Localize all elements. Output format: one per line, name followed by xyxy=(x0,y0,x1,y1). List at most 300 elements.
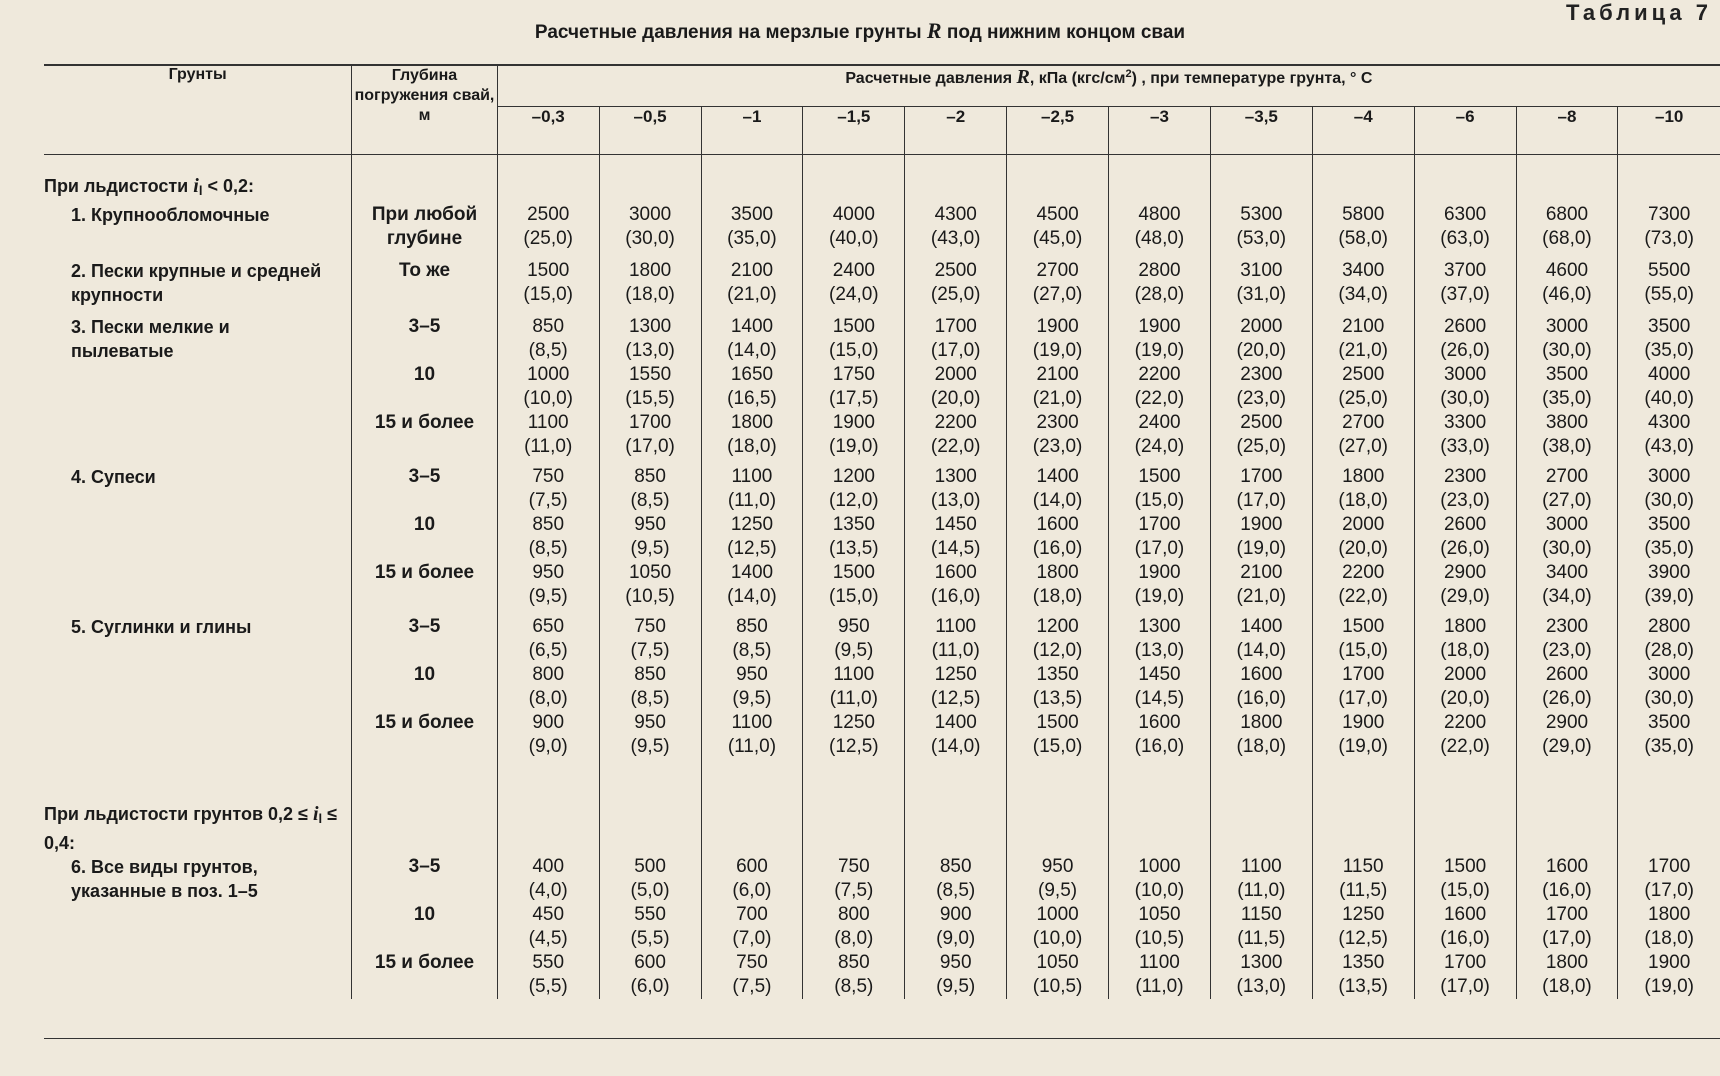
temp-header-cell: –2,5 xyxy=(1007,107,1109,155)
pressure-cell xyxy=(1312,951,1414,999)
pressure-cell xyxy=(1109,465,1211,513)
pressure-kgf: (10,5) xyxy=(1134,928,1185,949)
pressure-kgf: (40,0) xyxy=(829,228,879,249)
pressure-kpa: 4000 xyxy=(1648,364,1691,385)
pressure-cell xyxy=(803,951,905,999)
pressure-cell xyxy=(1618,513,1720,561)
pressure-cell xyxy=(701,663,803,711)
pressure-kpa: 3500 xyxy=(1545,364,1589,385)
pressure-cell xyxy=(1618,711,1720,767)
group-value-empty xyxy=(803,767,905,855)
group-value-empty xyxy=(1007,155,1109,204)
table-row xyxy=(44,363,1720,411)
pressure-cell xyxy=(1414,411,1516,465)
pressure-kgf: (13,0) xyxy=(1134,640,1185,661)
pressure-kpa: 3800 xyxy=(1545,412,1589,433)
pressure-kgf: (17,0) xyxy=(1236,490,1287,511)
pressure-kgf: (7,5) xyxy=(732,976,772,997)
pressure-kpa: 5800 xyxy=(1342,204,1385,225)
pressure-kpa: 1250 xyxy=(1342,904,1385,925)
pressure-kgf: (68,0) xyxy=(1542,228,1592,249)
pressure-kpa: 3500 xyxy=(1648,514,1691,535)
pressure-cell xyxy=(1516,951,1618,999)
header-depth: Глубина погружения свай, м xyxy=(352,65,498,155)
pressure-cell xyxy=(803,711,905,767)
table-row xyxy=(44,259,1720,315)
header-soils: Грунты xyxy=(44,65,352,155)
pressure-kpa: 600 xyxy=(736,856,768,877)
pressure-cell xyxy=(1516,855,1618,903)
pressure-kpa: 1900 xyxy=(1138,316,1181,337)
pressure-kpa: 1600 xyxy=(1545,856,1589,877)
pressure-kpa: 4000 xyxy=(832,204,875,225)
group-value-empty xyxy=(1007,767,1109,855)
pressure-kgf: (15,0) xyxy=(1134,490,1185,511)
pressure-kgf: (9,5) xyxy=(732,688,772,709)
pressure-cell xyxy=(803,203,905,259)
header-pressure-prefix: Расчетные давления xyxy=(845,70,1013,87)
pressure-kgf: (8,5) xyxy=(834,976,874,997)
pressure-cell xyxy=(1109,663,1211,711)
pressure-kpa: 1250 xyxy=(730,514,774,535)
title-prefix: Расчетные давления на мерзлые грунты xyxy=(534,22,922,43)
pressure-kgf: (16,0) xyxy=(1236,688,1287,709)
group-value-empty xyxy=(1210,767,1312,855)
pressure-kpa: 2900 xyxy=(1545,712,1589,733)
pressure-kpa: 1800 xyxy=(1545,952,1589,973)
pressure-kpa: 3400 xyxy=(1342,260,1385,281)
pressure-cell xyxy=(1516,663,1618,711)
depth-cell: 3–5 xyxy=(352,465,498,513)
pressure-kpa: 750 xyxy=(837,856,870,877)
pressure-kgf: (21,0) xyxy=(1338,340,1389,361)
pressure-cell xyxy=(701,315,803,363)
pressure-cell xyxy=(905,903,1007,951)
pressure-cell xyxy=(905,951,1007,999)
pressure-cell xyxy=(905,711,1007,767)
pressure-cell xyxy=(1210,951,1312,999)
title-suffix: под нижним концом сваи xyxy=(946,22,1186,43)
pressure-cell xyxy=(599,363,701,411)
pressure-kgf: (19,0) xyxy=(1134,586,1185,607)
table-row xyxy=(44,951,1720,999)
pressure-kgf: (19,0) xyxy=(1236,538,1287,559)
pressure-kgf: (23,0) xyxy=(1542,640,1592,661)
pressure-kgf: (45,0) xyxy=(1032,228,1083,249)
pressure-kgf: (28,0) xyxy=(1644,640,1695,661)
pressure-cell xyxy=(1414,951,1516,999)
pressure-kgf: (34,0) xyxy=(1542,586,1592,607)
pressure-cell xyxy=(701,951,803,999)
pressure-kpa: 1450 xyxy=(1138,664,1181,685)
pressure-cell xyxy=(803,513,905,561)
pressure-kpa: 950 xyxy=(939,952,972,973)
pressure-kpa: 1000 xyxy=(1036,904,1079,925)
temp-header-cell: –8 xyxy=(1516,107,1618,155)
group-label-text: При льдистости грунтов 0,2 ≤ xyxy=(44,804,308,824)
pressure-cell xyxy=(1109,561,1211,615)
pressure-kpa: 950 xyxy=(634,514,666,535)
soil-cell xyxy=(44,951,352,999)
pressure-kgf: (6,0) xyxy=(630,976,670,997)
group-value-empty xyxy=(1618,155,1720,204)
pressure-kgf: (30,0) xyxy=(625,228,675,249)
pressure-kpa: 2400 xyxy=(832,260,875,281)
pressure-cell xyxy=(905,411,1007,465)
pressure-kpa: 2600 xyxy=(1443,514,1487,535)
soil-cell xyxy=(44,411,352,465)
pressure-kgf: (29,0) xyxy=(1440,586,1490,607)
soil-cell xyxy=(44,259,352,315)
pressure-cell xyxy=(803,855,905,903)
pressure-kpa: 2600 xyxy=(1545,664,1589,685)
group-value-empty xyxy=(599,767,701,855)
pressure-kpa: 1200 xyxy=(832,466,875,487)
pressure-kpa: 3100 xyxy=(1240,260,1283,281)
pressure-kgf: (16,0) xyxy=(1134,736,1185,757)
pressure-cell xyxy=(1312,315,1414,363)
pressure-kpa: 1500 xyxy=(527,260,570,281)
pressure-kpa: 2000 xyxy=(1342,514,1385,535)
pressure-kpa: 1400 xyxy=(934,712,977,733)
table-number: Таблица 7 xyxy=(1565,0,1712,25)
pressure-cell xyxy=(1210,561,1312,615)
pressure-kpa: 3700 xyxy=(1443,260,1487,281)
pressure-kpa: 2900 xyxy=(1443,562,1487,583)
pressure-kpa: 3000 xyxy=(1648,664,1691,685)
pressure-kgf: (14,5) xyxy=(1134,688,1185,709)
pressure-kgf: (10,0) xyxy=(1032,928,1083,949)
pressure-cell xyxy=(1312,561,1414,615)
pressure-kpa: 2700 xyxy=(1545,466,1589,487)
pressure-cell xyxy=(1618,855,1720,903)
pressure-cell xyxy=(1210,513,1312,561)
pressure-kpa: 2000 xyxy=(934,364,977,385)
pressure-kgf: (9,5) xyxy=(630,538,670,559)
pressure-cell xyxy=(599,615,701,663)
pressure-kgf: (11,5) xyxy=(1339,880,1388,901)
pressure-cell xyxy=(1210,203,1312,259)
group-value-empty xyxy=(1312,767,1414,855)
soil-cell xyxy=(44,711,352,767)
pressure-kgf: (11,5) xyxy=(1237,928,1286,949)
temp-header-cell: –10 xyxy=(1618,107,1720,155)
pressure-kpa: 1700 xyxy=(1138,514,1181,535)
pressure-kpa: 1700 xyxy=(1342,664,1385,685)
pressure-kgf: (48,0) xyxy=(1134,228,1185,249)
group-value-empty xyxy=(1312,155,1414,204)
pressure-kpa: 2400 xyxy=(1138,412,1181,433)
pressure-cell xyxy=(1312,363,1414,411)
pressure-cell xyxy=(1109,711,1211,767)
pressure-cell xyxy=(803,903,905,951)
depth-cell: 10 xyxy=(352,363,498,411)
pressure-kpa: 1800 xyxy=(1036,562,1079,583)
table-row xyxy=(44,411,1720,465)
pressure-table xyxy=(44,64,1720,999)
pressure-kpa: 1000 xyxy=(1138,856,1181,877)
pressure-kpa: 1700 xyxy=(1240,466,1283,487)
pressure-cell xyxy=(599,855,701,903)
depth-cell: 3–5 xyxy=(352,615,498,663)
group-value-empty xyxy=(1210,155,1312,204)
group-depth-empty xyxy=(352,767,498,855)
pressure-kgf: (15,0) xyxy=(1338,640,1389,661)
pressure-cell xyxy=(1210,259,1312,315)
pressure-kgf: (17,0) xyxy=(1440,976,1490,997)
pressure-cell xyxy=(497,711,599,767)
pressure-kpa: 1250 xyxy=(934,664,977,685)
pressure-kgf: (63,0) xyxy=(1440,228,1490,249)
pressure-cell xyxy=(701,513,803,561)
temp-header-cell: –0,3 xyxy=(497,107,599,155)
pressure-cell xyxy=(599,903,701,951)
pressure-kpa: 1500 xyxy=(1036,712,1079,733)
pressure-kgf: (58,0) xyxy=(1338,228,1389,249)
pressure-kpa: 1150 xyxy=(1240,904,1282,925)
pressure-cell xyxy=(599,465,701,513)
pressure-kpa: 2100 xyxy=(730,260,774,281)
pressure-cell xyxy=(1109,615,1211,663)
pressure-kpa: 1050 xyxy=(1138,904,1181,925)
pressure-kgf: (6,5) xyxy=(528,640,568,661)
group-label xyxy=(44,767,352,855)
pressure-kgf: (21,0) xyxy=(727,284,777,305)
group-value-empty xyxy=(701,155,803,204)
pressure-cell xyxy=(1414,855,1516,903)
pressure-kpa: 1650 xyxy=(730,364,774,385)
pressure-kpa: 1700 xyxy=(1443,952,1487,973)
group-label-condition: ≤ 0,4: xyxy=(44,804,338,853)
pressure-kpa: 750 xyxy=(736,952,768,973)
depth-cell: 3–5 xyxy=(352,855,498,903)
pressure-kpa: 2300 xyxy=(1036,412,1079,433)
temp-header-cell: –2 xyxy=(905,107,1007,155)
pressure-kpa: 3000 xyxy=(1545,316,1589,337)
pressure-kgf: (12,5) xyxy=(1338,928,1389,949)
pressure-kpa: 4600 xyxy=(1545,260,1589,281)
pressure-kpa: 1900 xyxy=(1648,952,1691,973)
table-row xyxy=(44,855,1720,903)
pressure-kgf: (37,0) xyxy=(1440,284,1490,305)
pressure-cell xyxy=(803,411,905,465)
pressure-kgf: (8,5) xyxy=(528,340,568,361)
pressure-kpa: 1700 xyxy=(628,412,672,433)
table-title xyxy=(0,18,1720,44)
pressure-cell xyxy=(1414,363,1516,411)
pressure-kgf: (39,0) xyxy=(1644,586,1695,607)
group-label-condition: < 0,2: xyxy=(207,176,254,196)
pressure-kgf: (53,0) xyxy=(1236,228,1287,249)
pressure-kgf: (19,0) xyxy=(1134,340,1185,361)
pressure-cell xyxy=(905,561,1007,615)
header-pressure-suffix: , кПа (кгс/см xyxy=(1029,70,1126,87)
pressure-kpa: 1800 xyxy=(628,260,672,281)
pressure-cell xyxy=(1618,411,1720,465)
pressure-kpa: 950 xyxy=(837,616,870,637)
pressure-cell xyxy=(1516,363,1618,411)
soil-cell xyxy=(44,561,352,615)
pressure-kgf: (7,5) xyxy=(528,490,568,511)
pressure-kgf: (14,5) xyxy=(930,538,981,559)
pressure-kgf: (25,0) xyxy=(1236,436,1287,457)
pressure-cell xyxy=(1618,259,1720,315)
pressure-kgf: (12,0) xyxy=(1032,640,1083,661)
pressure-kgf: (18,0) xyxy=(1032,586,1083,607)
pressure-kgf: (13,5) xyxy=(1338,976,1389,997)
pressure-cell xyxy=(1516,259,1618,315)
pressure-kgf: (9,5) xyxy=(630,736,670,757)
pressure-kgf: (19,0) xyxy=(829,436,879,457)
pressure-kpa: 1150 xyxy=(1342,856,1384,877)
pressure-kpa: 1900 xyxy=(1240,514,1283,535)
pressure-kpa: 2300 xyxy=(1443,466,1487,487)
pressure-cell xyxy=(701,615,803,663)
pressure-kpa: 2200 xyxy=(934,412,977,433)
pressure-kpa: 1250 xyxy=(832,712,875,733)
pressure-cell xyxy=(599,259,701,315)
pressure-kpa: 1500 xyxy=(1138,466,1181,487)
pressure-kpa: 1600 xyxy=(1240,664,1283,685)
pressure-kpa: 3500 xyxy=(1648,316,1691,337)
header-pressure xyxy=(497,65,1720,107)
pressure-kgf: (17,0) xyxy=(1338,688,1389,709)
pressure-cell xyxy=(1007,855,1109,903)
soil-cell xyxy=(44,855,352,903)
pressure-kpa: 4500 xyxy=(1036,204,1079,225)
group-value-empty xyxy=(905,767,1007,855)
pressure-kpa: 950 xyxy=(532,562,565,583)
pressure-kgf: (22,0) xyxy=(1338,586,1389,607)
pressure-cell xyxy=(497,663,599,711)
pressure-kpa: 400 xyxy=(532,856,565,877)
pressure-cell xyxy=(905,855,1007,903)
pressure-kgf: (18,0) xyxy=(727,436,777,457)
pressure-cell xyxy=(1618,663,1720,711)
pressure-kpa: 850 xyxy=(532,514,565,535)
pressure-kgf: (10,0) xyxy=(523,388,574,409)
pressure-cell xyxy=(497,513,599,561)
pressure-kpa: 850 xyxy=(532,316,565,337)
group-row xyxy=(44,767,1720,855)
pressure-kpa: 1300 xyxy=(1240,952,1283,973)
pressure-cell xyxy=(1210,855,1312,903)
pressure-cell xyxy=(1109,951,1211,999)
pressure-kgf: (18,0) xyxy=(1338,490,1389,511)
pressure-cell xyxy=(1007,711,1109,767)
pressure-kgf: (13,5) xyxy=(829,538,879,559)
pressure-cell xyxy=(701,903,803,951)
table-bottom-rule xyxy=(44,1038,1720,1039)
pressure-kpa: 1900 xyxy=(1138,562,1181,583)
pressure-cell xyxy=(1516,711,1618,767)
pressure-kgf: (5,0) xyxy=(630,880,670,901)
pressure-kgf: (24,0) xyxy=(1134,436,1185,457)
group-value-empty xyxy=(599,155,701,204)
pressure-kgf: (35,0) xyxy=(1644,340,1695,361)
pressure-kpa: 2200 xyxy=(1443,712,1487,733)
group-value-empty xyxy=(1109,767,1211,855)
depth-cell: 15 и более xyxy=(352,711,498,767)
pressure-kgf: (16,5) xyxy=(727,388,777,409)
temp-header-cell: –1 xyxy=(701,107,803,155)
pressure-kpa: 1600 xyxy=(1036,514,1079,535)
pressure-cell xyxy=(1312,465,1414,513)
pressure-kpa: 1700 xyxy=(1545,904,1589,925)
table-row xyxy=(44,561,1720,615)
pressure-kpa: 750 xyxy=(634,616,666,637)
soil-cell xyxy=(44,513,352,561)
pressure-cell xyxy=(1414,315,1516,363)
pressure-cell xyxy=(701,711,803,767)
pressure-cell xyxy=(1312,615,1414,663)
pressure-kgf: (25,0) xyxy=(1338,388,1389,409)
pressure-kpa: 2200 xyxy=(1342,562,1385,583)
pressure-kgf: (11,0) xyxy=(1237,880,1286,901)
group-value-empty xyxy=(701,767,803,855)
pressure-kpa: 1700 xyxy=(934,316,977,337)
pressure-kpa: 2500 xyxy=(1240,412,1283,433)
pressure-kgf: (31,0) xyxy=(1236,284,1287,305)
pressure-kgf: (13,0) xyxy=(625,340,675,361)
pressure-kgf: (40,0) xyxy=(1644,388,1695,409)
pressure-kgf: (10,5) xyxy=(1032,976,1083,997)
soil-name: 6. Все виды грунтов, указанные в поз. 1–5 xyxy=(71,857,258,901)
group-value-empty xyxy=(803,155,905,204)
pressure-kgf: (13,5) xyxy=(1032,688,1083,709)
pressure-cell xyxy=(905,259,1007,315)
pressure-kpa: 700 xyxy=(736,904,768,925)
pressure-kgf: (11,0) xyxy=(524,436,573,457)
soil-name: 2. Пески крупные и средней крупности xyxy=(71,261,322,305)
pressure-kpa: 1700 xyxy=(1648,856,1691,877)
header-pressure-tail: ) , при температуре грунта, ° С xyxy=(1131,70,1373,87)
pressure-kgf: (5,5) xyxy=(630,928,670,949)
pressure-kgf: (14,0) xyxy=(1032,490,1083,511)
title-symbol: R xyxy=(926,18,942,43)
pressure-kgf: (35,0) xyxy=(1644,736,1695,757)
pressure-kpa: 5300 xyxy=(1240,204,1283,225)
depth-cell: 15 и более xyxy=(352,561,498,615)
pressure-cell xyxy=(1618,203,1720,259)
pressure-kgf: (17,0) xyxy=(930,340,981,361)
pressure-kpa: 2200 xyxy=(1138,364,1181,385)
pressure-kpa: 1100 xyxy=(935,616,977,637)
pressure-kpa: 800 xyxy=(532,664,565,685)
depth-cell: То же xyxy=(352,259,498,315)
pressure-kgf: (27,0) xyxy=(1338,436,1389,457)
pressure-kpa: 1500 xyxy=(832,316,875,337)
pressure-cell xyxy=(1007,363,1109,411)
pressure-kpa: 1800 xyxy=(1240,712,1283,733)
table-row xyxy=(44,465,1720,513)
pressure-cell xyxy=(1414,561,1516,615)
pressure-cell xyxy=(905,663,1007,711)
pressure-cell xyxy=(1414,615,1516,663)
pressure-cell xyxy=(1007,513,1109,561)
pressure-kgf: (18,0) xyxy=(1542,976,1592,997)
pressure-cell xyxy=(1414,903,1516,951)
pressure-kgf: (18,0) xyxy=(1440,640,1490,661)
pressure-kgf: (19,0) xyxy=(1338,736,1389,757)
pressure-cell xyxy=(1109,855,1211,903)
pressure-kgf: (35,0) xyxy=(1542,388,1592,409)
pressure-kpa: 1400 xyxy=(730,562,774,583)
pressure-kgf: (34,0) xyxy=(1338,284,1389,305)
pressure-kgf: (17,5) xyxy=(829,388,879,409)
pressure-cell xyxy=(1312,903,1414,951)
pressure-cell xyxy=(1312,203,1414,259)
